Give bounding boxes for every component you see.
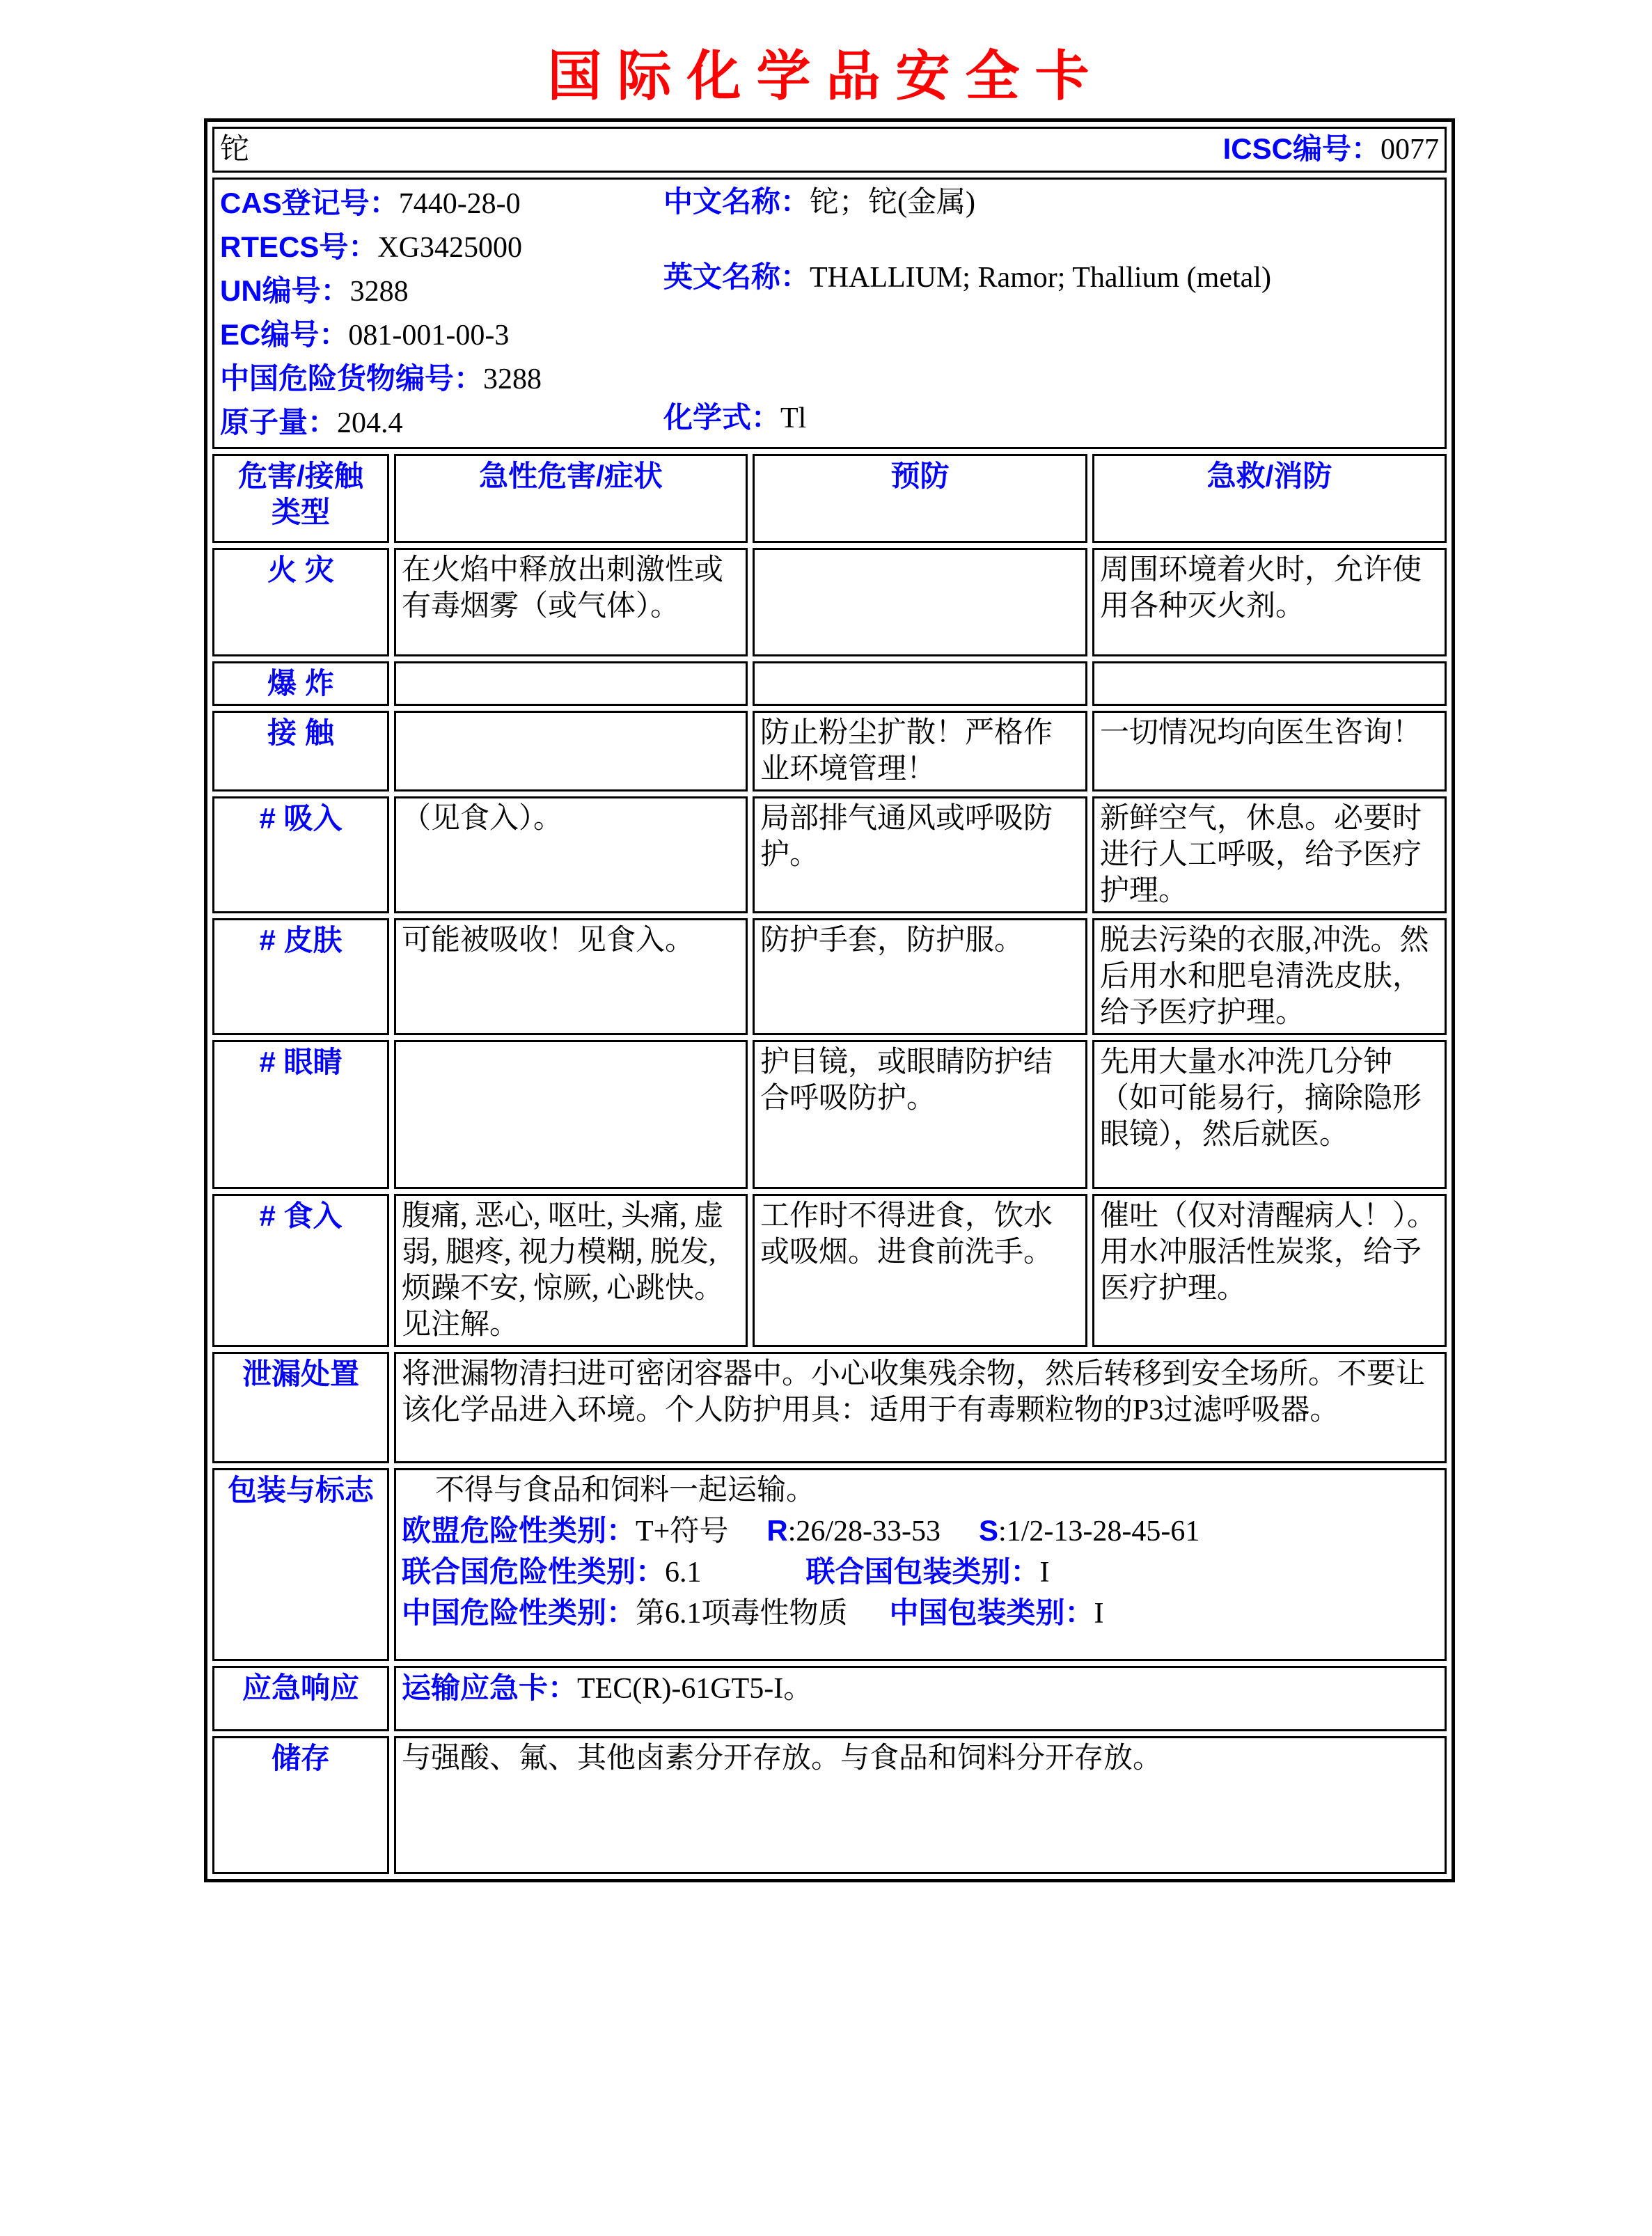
packing-cn-line: [402, 1595, 1439, 1632]
row-label-emergency: 应急响应: [212, 1666, 389, 1731]
cas-value: 7440-28-0: [398, 188, 521, 220]
rtecs-value: XG3425000: [377, 232, 523, 264]
hazard-row-contact: [212, 711, 1447, 792]
eu-class-label: 欧盟危险性类别：: [402, 1514, 636, 1547]
chinese-name-label: 中文名称：: [663, 185, 810, 218]
eu-class-value: T+符号: [636, 1515, 729, 1548]
english-name-line: [663, 259, 1271, 296]
substance-header-row: [212, 127, 1447, 173]
r-phrases-label: R: [766, 1514, 788, 1547]
un-class-value: 6.1: [665, 1557, 702, 1589]
formula-line: [663, 400, 806, 436]
substance-header-flex: [220, 131, 1439, 168]
packing-transport-note: 不得与食品和饲料一起运输。: [435, 1474, 816, 1506]
hazard-header-row: [212, 454, 1447, 543]
atomic-mass-label: 原子量：: [220, 406, 338, 439]
substance-name: 铊: [220, 133, 250, 166]
fire-prevention: [753, 548, 1087, 656]
ec-label: EC编号：: [220, 318, 349, 351]
r-phrases-value: :26/28-33-53: [787, 1515, 941, 1548]
emergency-response-row: [212, 1666, 1447, 1731]
row-label-ingestion: # 食入: [212, 1194, 389, 1347]
china-dg-value: 3288: [483, 363, 542, 395]
transport-emergency-card-label: 运输应急卡：: [402, 1671, 578, 1704]
formula-label: 化学式：: [663, 401, 781, 434]
formula-value: Tl: [780, 402, 807, 434]
ingestion-first-aid: 催吐（仅对清醒病人！）。用水冲服活性炭浆，给予医疗护理。: [1092, 1194, 1447, 1347]
ingestion-prevention: 工作时不得进食，饮水或吸烟。进食前洗手。: [753, 1194, 1087, 1347]
ec-number-line: [220, 313, 1439, 357]
s-phrases-value: :1/2-13-28-45-61: [998, 1515, 1200, 1548]
contact-symptoms: [394, 711, 748, 792]
hazard-row-skin: [212, 918, 1447, 1035]
chinese-name-value: 铊；铊(金属): [810, 187, 975, 219]
icsc-number-group: [1223, 131, 1439, 168]
un-class-label: 联合国危险性类别：: [402, 1555, 666, 1588]
page-title: 国际化学品安全卡: [547, 45, 1105, 107]
packing-eu-line: [402, 1513, 1439, 1550]
explosion-first-aid: [1092, 661, 1447, 706]
china-dg-label: 中国危险货物编号：: [220, 362, 484, 395]
identity-row: [212, 178, 1447, 449]
inhalation-symptoms: （见食入）。: [394, 796, 748, 913]
un-pack-label: 联合国包装类别：: [805, 1555, 1040, 1588]
contact-first-aid: 一切情况均向医生咨询！: [1092, 711, 1447, 792]
ec-value: 081-001-00-3: [348, 320, 510, 352]
cn-pack-value: I: [1094, 1598, 1104, 1630]
contact-prevention: 防止粉尘扩散！严格作业环境管理！: [753, 711, 1087, 792]
ingestion-symptoms: 腹痛, 恶心, 呕吐, 头痛, 虚弱, 腿疼, 视力模糊, 脱发, 烦躁不安, 惊厥, 心跳快。见注解。: [394, 1194, 748, 1347]
hazard-row-fire: [212, 548, 1447, 656]
chinese-name-line: [663, 184, 975, 221]
cn-class-value: 第6.1项毒性物质: [636, 1598, 848, 1630]
substance-header-cell: [212, 127, 1447, 173]
inhalation-prevention: 局部排气通风或呼吸防护。: [753, 796, 1087, 913]
un-label: UN编号：: [220, 274, 350, 307]
inhalation-first-aid: 新鲜空气，休息。必要时进行人工呼吸，给予医疗护理。: [1092, 796, 1447, 913]
rtecs-label: RTECS号：: [220, 230, 378, 263]
eyes-first-aid: 先用大量水冲洗几分钟（如可能易行，摘除隐形眼镜），然后就医。: [1092, 1040, 1447, 1189]
china-dg-number-line: [220, 357, 1439, 401]
skin-first-aid: 脱去污染的衣服,冲洗。然后用水和肥皂清洗皮肤，给予医疗护理。: [1092, 918, 1447, 1035]
eyes-prevention: 护目镜，或眼睛防护结合呼吸防护。: [753, 1040, 1087, 1189]
emergency-content-cell: [394, 1666, 1447, 1731]
row-label-eyes: # 眼睛: [212, 1040, 389, 1189]
header-hazard-type-line1: 危害/接触: [238, 459, 363, 492]
row-label-fire: 火 灾: [212, 548, 389, 656]
storage-text: 与强酸、氟、其他卤素分开存放。与食品和饲料分开存放。: [394, 1736, 1447, 1874]
hazard-row-eyes: [212, 1040, 1447, 1189]
eyes-symptoms: [394, 1040, 748, 1189]
packing-content-cell: [394, 1468, 1447, 1661]
transport-emergency-card-value: TEC(R)-61GT5-I。: [577, 1673, 813, 1705]
storage-row: [212, 1736, 1447, 1874]
explosion-symptoms: [394, 661, 748, 706]
identity-cell: [212, 178, 1447, 449]
skin-prevention: 防护手套，防护服。: [753, 918, 1087, 1035]
row-label-inhalation: # 吸入: [212, 796, 389, 913]
explosion-prevention: [753, 661, 1087, 706]
icsc-label: ICSC编号：: [1222, 132, 1380, 165]
header-hazard-type: [212, 454, 389, 543]
row-label-spill-disposal: 泄漏处置: [212, 1352, 389, 1463]
cn-class-label: 中国危险性类别：: [402, 1596, 636, 1629]
header-first-aid: 急救/消防: [1092, 454, 1447, 543]
skin-symptoms: 可能被吸收！见食入。: [394, 918, 748, 1035]
cas-label: CAS登记号：: [220, 187, 399, 219]
fire-first-aid: 周围环境着火时，允许使用各种灭火剂。: [1092, 548, 1447, 656]
atomic-mass-value: 204.4: [337, 407, 403, 439]
header-hazard-type-line2: 类型: [271, 496, 330, 528]
s-phrases-label: S: [979, 1514, 999, 1547]
hazard-row-inhalation: [212, 796, 1447, 913]
english-name-value: THALLIUM; Ramor; Thallium (metal): [810, 262, 1271, 294]
icsc-value: 0077: [1380, 134, 1439, 166]
row-label-skin: # 皮肤: [212, 918, 389, 1035]
header-symptoms: 急性危害/症状: [394, 454, 748, 543]
english-name-label: 英文名称：: [663, 260, 810, 293]
identity-left-column: [220, 182, 1439, 445]
hazard-row-explosion: [212, 661, 1447, 706]
row-label-packing: 包装与标志: [212, 1468, 389, 1661]
fire-symptoms: 在火焰中释放出刺激性或有毒烟雾（或气体）。: [394, 548, 748, 656]
packing-labelling-row: [212, 1468, 1447, 1661]
hazard-row-ingestion: [212, 1194, 1447, 1347]
spill-disposal-text: 将泄漏物清扫进可密闭容器中。小心收集残余物，然后转移到安全场所。不要让该化学品进入环境。个人防护用具：适用于有毒颗粒物的P3过滤呼吸器。: [394, 1352, 1447, 1463]
un-pack-value: I: [1039, 1557, 1050, 1589]
row-label-contact: 接 触: [212, 711, 389, 792]
row-label-storage: 储存: [212, 1736, 389, 1874]
un-value: 3288: [349, 276, 409, 308]
header-prevention: 预防: [753, 454, 1087, 543]
atomic-mass-line: [220, 401, 1439, 445]
cn-pack-label: 中国包装类别：: [889, 1596, 1094, 1629]
row-label-explosion: 爆 炸: [212, 661, 389, 706]
packing-un-line: [402, 1554, 1439, 1591]
spill-disposal-row: [212, 1352, 1447, 1463]
safety-card-table: [204, 118, 1455, 1882]
